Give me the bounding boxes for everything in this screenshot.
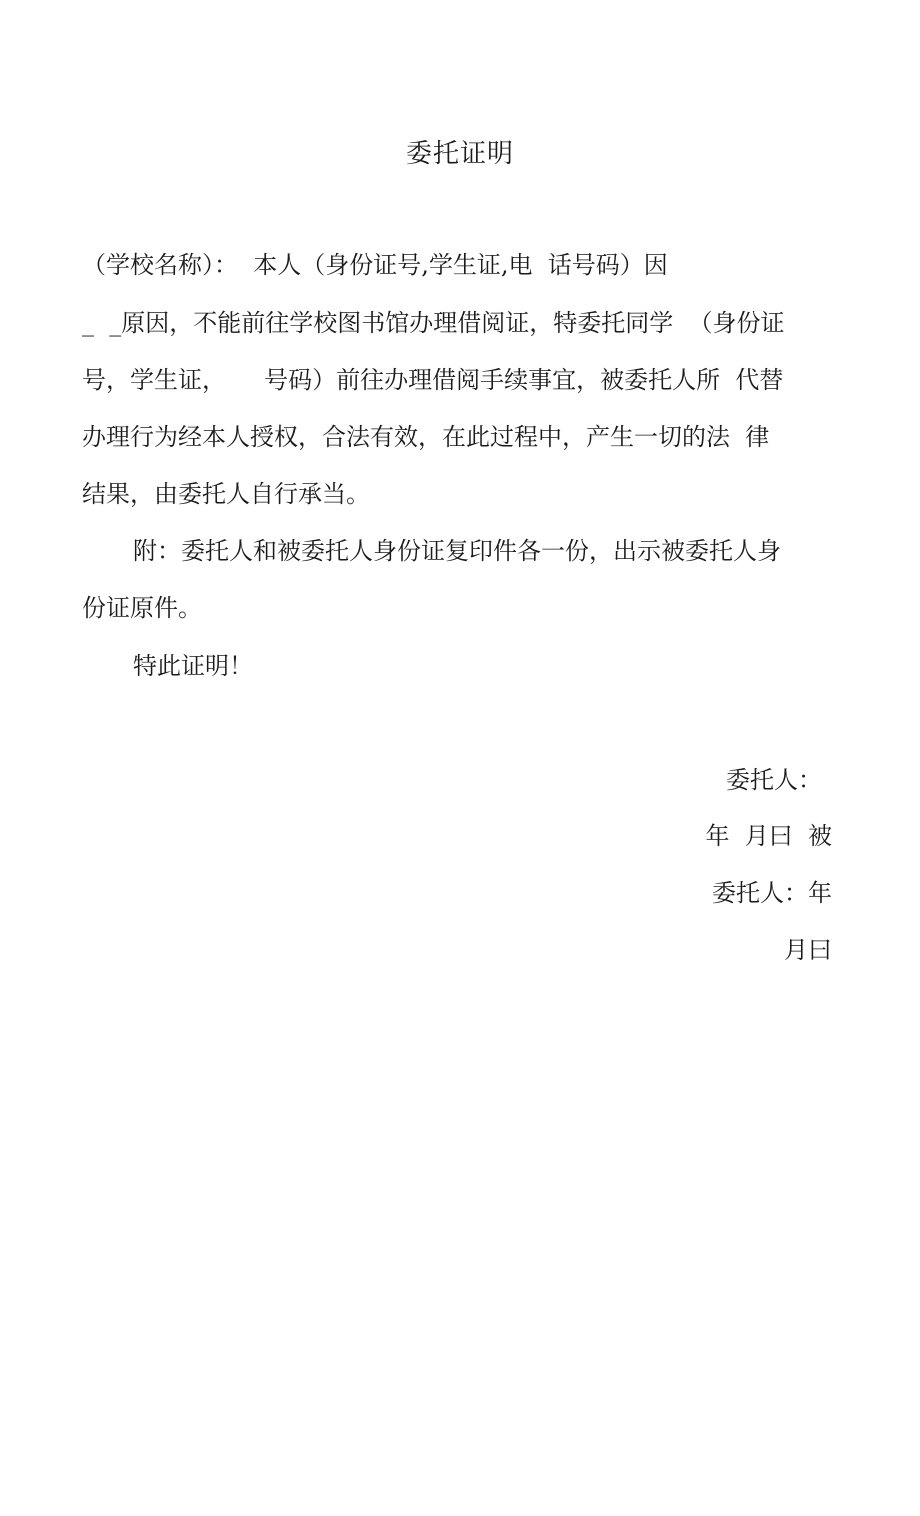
paragraph-line-3: 号，学生证， 号码）前往办理借阅手续事宜，被委托人所 代替 bbox=[82, 366, 784, 394]
page-title: 委托证明 bbox=[405, 139, 514, 169]
attachment-line-2: 份证原件。 bbox=[82, 594, 202, 622]
signature-line-3: 委托人：年 bbox=[712, 879, 832, 907]
signature-line-4: 月曰 bbox=[784, 936, 832, 964]
paragraph-line-4: 办理行为经本人授权，合法有效，在此过程中，产生一切的法 律 bbox=[82, 423, 770, 451]
signature-line-1: 委托人： bbox=[726, 766, 822, 794]
signature-line-2: 年 月曰 被 bbox=[705, 822, 832, 850]
paragraph-line-1: （学校名称）： 本人（身份证号,学生证,电 话号码）因 bbox=[82, 251, 668, 279]
paragraph-line-2: _ _原因，不能前往学校图书馆办理借阅证，特委托同学 （身份证 bbox=[82, 309, 785, 337]
closing-statement: 特此证明！ bbox=[133, 652, 253, 680]
paragraph-line-5: 结果，由委托人自行承当。 bbox=[82, 480, 370, 508]
attachment-line-1: 附：委托人和被委托人身份证复印件各一份，出示被委托人身 bbox=[133, 537, 781, 565]
